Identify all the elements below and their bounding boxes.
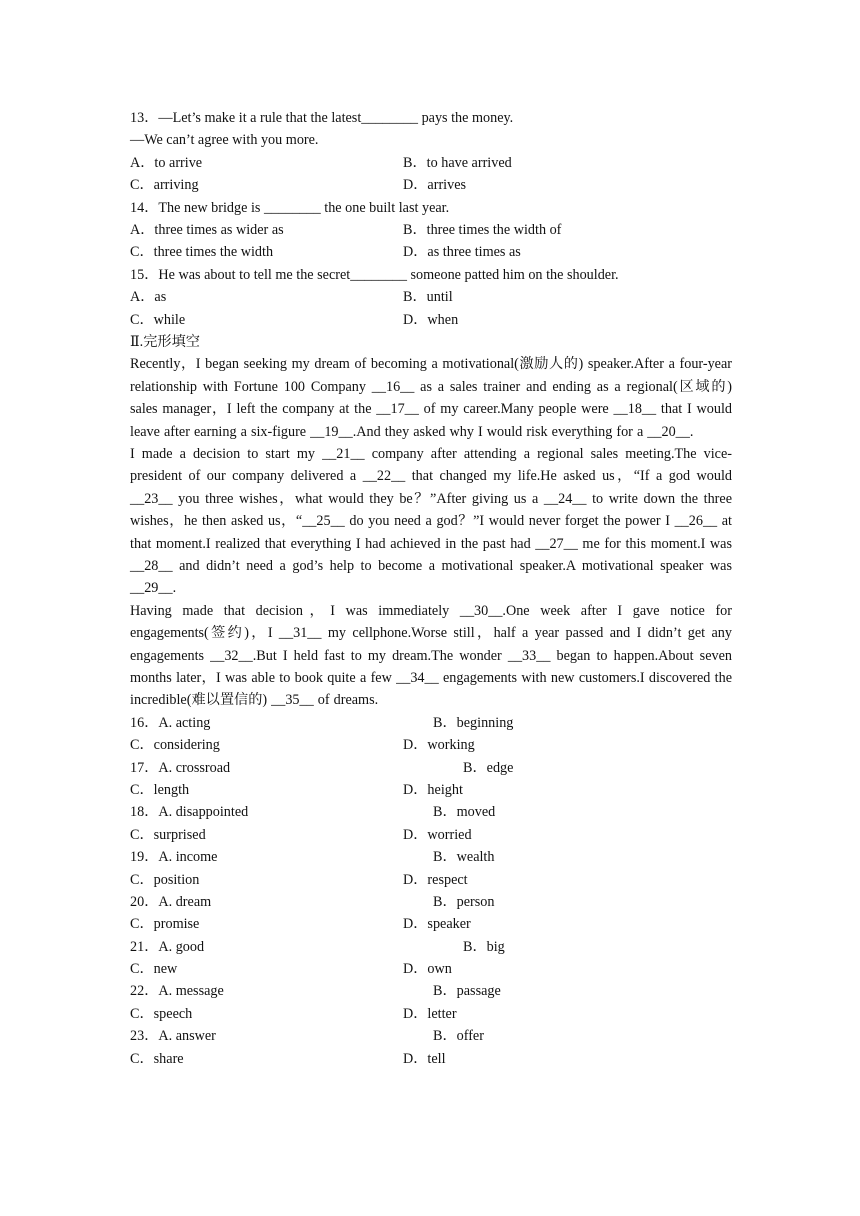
question-14-options-row-2 bbox=[130, 241, 732, 263]
option-a: A．as bbox=[130, 289, 167, 306]
cloze-20-row-1 bbox=[130, 891, 732, 913]
passage-paragraph-1: Recently，I began seeking my dream of becoming a motivational(激励人的) speaker.After a four-year relationship with Fortune 100 Company __16__ as a sales trainer and ending as a regional(区域的) sales manager，I left the company at the __17__ of my career.Many people were __18__ that I would leave after earning a six-figure __19__.And they asked why I would risk everything for a __20__. bbox=[130, 356, 732, 440]
option-c: C．speech bbox=[130, 1005, 193, 1022]
option-c: C．arriving bbox=[130, 177, 199, 194]
option-c: C．while bbox=[130, 311, 186, 328]
cloze-19-row-2 bbox=[130, 869, 732, 891]
cloze-17-row-2 bbox=[130, 779, 732, 801]
cloze-17-row-1 bbox=[130, 757, 732, 779]
passage-paragraph-2: I made a decision to start my __21__ company after attending a regional sales meeting.The vice-president of our company delivered a __22__ that changed my life.He asked us，“If a god would __23__ you three wishes，what would they be？”After giving us a __24__ to write down the three wishes，he then asked us，“__25__ do you need a god？”I would never forget the power I __26__ at that moment.I realized that everything I had achieved in the past had __27__ me for this moment.I was __28__ and didn’t need a god’s help to become a motivational speaker.A motivational speaker was __29__. bbox=[130, 445, 732, 597]
cloze-19-row-1 bbox=[130, 846, 732, 868]
cloze-22-row-2 bbox=[130, 1003, 732, 1025]
cloze-23-row-1 bbox=[130, 1025, 732, 1047]
option-a: 17．A. crossroad bbox=[130, 759, 231, 776]
option-a: 21．A. good bbox=[130, 938, 205, 955]
section-title: Ⅱ.完形填空 bbox=[130, 333, 200, 350]
option-d: D．letter bbox=[403, 1005, 457, 1022]
option-c: C．considering bbox=[130, 737, 220, 754]
option-b: B．edge bbox=[463, 759, 514, 776]
cloze-20-row-2 bbox=[130, 913, 732, 935]
option-d: D．working bbox=[403, 737, 475, 754]
cloze-23-row-2 bbox=[130, 1048, 732, 1070]
question-13-stem: 13．—Let’s make it a rule that the latest________ pays the money. bbox=[130, 110, 514, 126]
cloze-18-row-1 bbox=[130, 801, 732, 823]
option-b: B．big bbox=[463, 938, 505, 955]
question-15-options-row-1 bbox=[130, 286, 732, 308]
question-14-stem: 14．The new bridge is ________ the one built last year. bbox=[130, 199, 450, 216]
option-a: A．three times as wider as bbox=[130, 221, 284, 238]
option-d: D．respect bbox=[403, 871, 468, 888]
option-d: D．arrives bbox=[403, 177, 467, 194]
option-c: C．promise bbox=[130, 916, 200, 933]
option-a: 22．A. message bbox=[130, 983, 224, 1000]
cloze-22-row-1 bbox=[130, 980, 732, 1002]
option-d: D．tell bbox=[403, 1050, 446, 1067]
passage-paragraph-3: Having made that decision，I was immediately __30__.One week after I gave notice for engagements(签约)，I __31__ my cellphone.Worse still，half a year passed and I didn’t get any engagements __32__.But I held fast to my dream.The wonder __33__ began to happen.About seven months later，I was able to book quite a few __34__ engagements with new customers.I discovered the incredible(难以置信的) __35__ of dreams. bbox=[130, 602, 732, 709]
question-13-reply: —We can’t agree with you more. bbox=[130, 132, 319, 149]
question-15-stem: 15．He was about to tell me the secret________ someone patted him on the shoulder. bbox=[130, 266, 619, 283]
option-b: B．to have arrived bbox=[403, 154, 512, 171]
option-d: D．worried bbox=[403, 826, 472, 843]
option-b: B．until bbox=[403, 289, 453, 306]
option-c: C．share bbox=[130, 1050, 184, 1067]
option-d: D．speaker bbox=[403, 916, 471, 933]
question-14-options-row-1 bbox=[130, 219, 732, 241]
worksheet-page bbox=[130, 107, 732, 1070]
cloze-21-row-1 bbox=[130, 936, 732, 958]
question-15-options-row-2 bbox=[130, 309, 732, 331]
cloze-18-row-2 bbox=[130, 824, 732, 846]
option-c: C．surprised bbox=[130, 826, 206, 843]
option-a: 23．A. answer bbox=[130, 1028, 216, 1045]
option-b: B．moved bbox=[433, 804, 496, 821]
option-b: B．passage bbox=[433, 983, 501, 1000]
option-a: 20．A. dream bbox=[130, 893, 212, 910]
option-c: C．position bbox=[130, 871, 200, 888]
option-d: D．as three times as bbox=[403, 244, 521, 261]
option-a: A．to arrive bbox=[130, 154, 203, 171]
option-c: C．length bbox=[130, 781, 190, 798]
option-d: D．height bbox=[403, 781, 463, 798]
question-13-options-row-1 bbox=[130, 152, 732, 174]
cloze-21-row-2 bbox=[130, 958, 732, 980]
option-b: B．three times the width of bbox=[403, 221, 562, 238]
option-d: D．own bbox=[403, 961, 452, 978]
option-b: B．beginning bbox=[433, 714, 514, 731]
option-a: 19．A. income bbox=[130, 849, 218, 866]
cloze-16-row-2 bbox=[130, 734, 732, 756]
option-a: 18．A. disappointed bbox=[130, 804, 249, 821]
cloze-16-row-1 bbox=[130, 712, 732, 734]
option-a: 16．A. acting bbox=[130, 714, 211, 731]
option-c: C．three times the width bbox=[130, 244, 274, 261]
option-b: B．person bbox=[433, 893, 495, 910]
option-b: B．wealth bbox=[433, 849, 495, 866]
option-d: D．when bbox=[403, 311, 459, 328]
option-b: B．offer bbox=[433, 1028, 484, 1045]
question-13-options-row-2 bbox=[130, 174, 732, 196]
option-c: C．new bbox=[130, 961, 178, 978]
